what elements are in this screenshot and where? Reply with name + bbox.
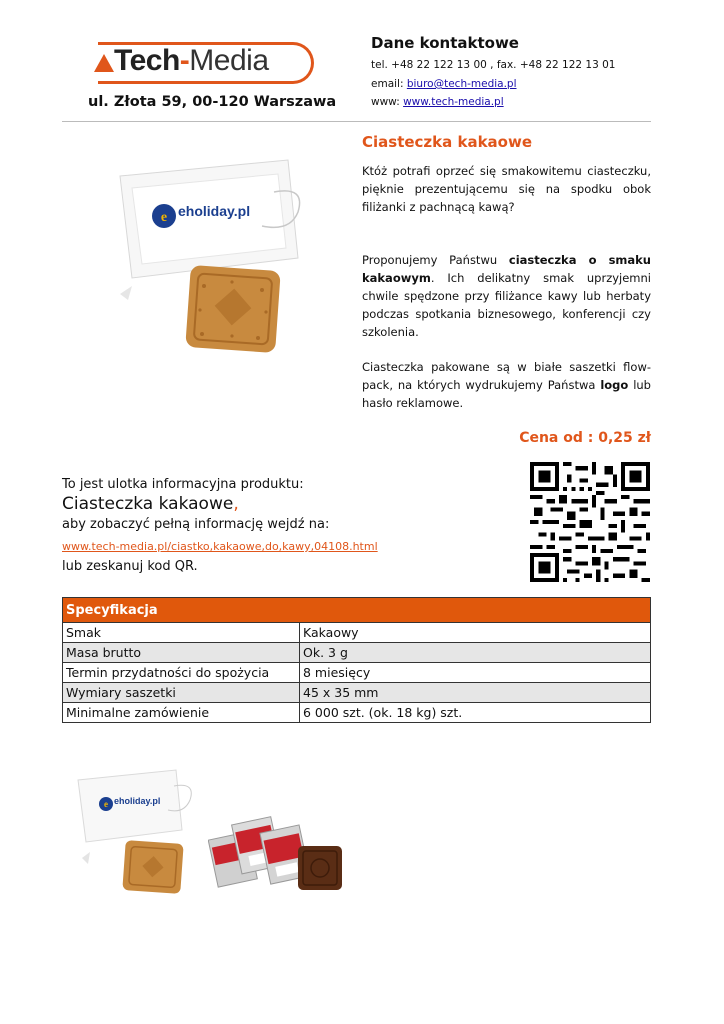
info-visit-text: aby zobaczyć pełną informację wejdź na: xyxy=(62,517,330,532)
info-scan-text: lub zeskanuj kod QR. xyxy=(62,559,198,574)
product-thumbnail-1[interactable] xyxy=(64,760,200,896)
contact-www xyxy=(371,96,504,108)
para2-text-b: . Ich delikatny smak uprzyjemni chwile spędzone przy filiżance kawy lub herbaty podczas spotkania biznesowego, konferencji czy szkolenia. xyxy=(362,271,651,339)
thumb-brand-text: eholiday.pl xyxy=(114,796,161,806)
sachet-brand-text: eholiday.pl xyxy=(178,203,251,219)
www-link[interactable]: www.tech-media.pl xyxy=(403,96,504,108)
info-product-name-text: Ciasteczka kakaowe xyxy=(62,494,234,514)
spec-value: 6 000 szt. (ok. 18 kg) szt. xyxy=(300,703,651,723)
table-row xyxy=(63,623,651,643)
spec-value: Ok. 3 g xyxy=(300,643,651,663)
company-address: ul. Złota 59, 00-120 Warszawa xyxy=(88,94,337,110)
table-row xyxy=(63,683,651,703)
info-comma: , xyxy=(233,494,239,514)
para2-bold: ciasteczka o smaku kakaowym xyxy=(362,253,651,285)
header-divider xyxy=(62,121,651,122)
email-link[interactable]: biuro@tech-media.pl xyxy=(406,78,517,90)
info-intro: To jest ulotka informacyjna produktu: xyxy=(62,477,304,492)
qr-code-icon[interactable] xyxy=(530,462,650,582)
product-description-2 xyxy=(362,251,651,341)
product-title: Ciasteczka kakaowe xyxy=(362,133,533,151)
logo-text-tech: Tech xyxy=(114,44,180,77)
tech-media-logo xyxy=(94,40,316,86)
product-description-3 xyxy=(362,358,651,412)
contact-title: Dane kontaktowe xyxy=(371,34,519,52)
logo-text xyxy=(98,44,269,78)
spec-label: Wymiary saszetki xyxy=(63,683,300,703)
table-row xyxy=(63,643,651,663)
para3-text-b: lub hasło reklamowe. xyxy=(362,378,651,410)
spec-label: Smak xyxy=(63,623,300,643)
spec-header: Specyfikacja xyxy=(63,598,651,623)
table-row xyxy=(63,663,651,683)
svg-text:e: e xyxy=(160,210,168,225)
spec-label: Termin przydatności do spożycia xyxy=(63,663,300,683)
info-product-name xyxy=(62,494,239,514)
spec-value: 8 miesięcy xyxy=(300,663,651,683)
product-description-1: Któż potrafi oprzeć się smakowitemu ciasteczku, pięknie prezentującemu się na spodku obok filiżanki z pachnącą kawą? xyxy=(362,164,651,214)
email-label: email: xyxy=(371,78,407,90)
product-url-link[interactable]: www.tech-media.pl/ciastko,kakaowe,do,kawy,04108.html xyxy=(62,540,378,553)
product-image xyxy=(92,140,324,366)
price-label: Cena od : 0,25 zł xyxy=(519,430,651,446)
spec-label: Minimalne zamówienie xyxy=(63,703,300,723)
para3-bold: logo xyxy=(600,378,629,392)
para3-text-a: Ciasteczka pakowane są w białe saszetki flow-pack, na których wydrukujemy Państwa xyxy=(362,360,651,392)
logo-text-dash: - xyxy=(179,44,190,77)
product-thumbnail-2[interactable] xyxy=(208,808,348,896)
svg-text:e: e xyxy=(104,799,108,809)
spec-value: Kakaowy xyxy=(300,623,651,643)
logo-text-media: Media xyxy=(189,44,269,77)
www-label: www: xyxy=(371,96,404,108)
specification-table xyxy=(62,597,651,723)
contact-phone: tel. +48 22 122 13 00 , fax. +48 22 122 13 01 xyxy=(371,59,616,71)
spec-label: Masa brutto xyxy=(63,643,300,663)
table-row xyxy=(63,703,651,723)
para2-text-a: Proponujemy Państwu xyxy=(362,253,509,267)
spec-value: 45 x 35 mm xyxy=(300,683,651,703)
contact-email xyxy=(371,78,517,90)
